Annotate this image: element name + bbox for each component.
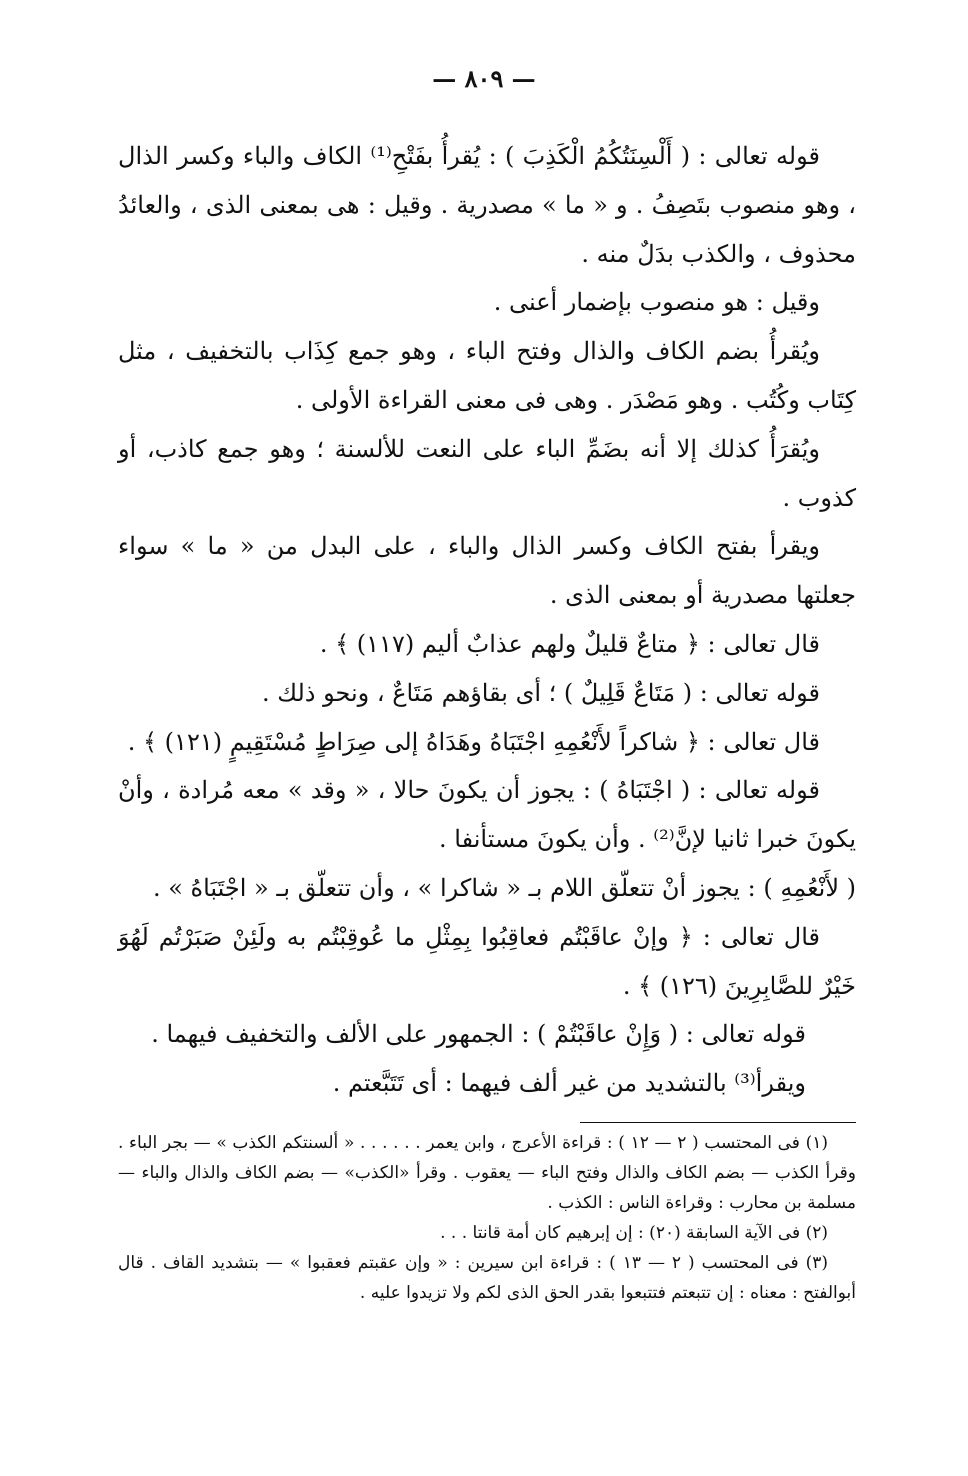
- paragraph: ويقرأ بفتح الكاف وكسر الذال والباء ، على البدل من « ما » سواء جعلتها مصدرية أو بمعنى الذى .: [118, 532, 856, 610]
- footnote: (٢) فى الآية السابقة (٢٠) : إن إبرهيم كان أمة قانتا . . .: [440, 1223, 828, 1243]
- footnote: (١) فى المحتسب ( ٢ — ١٢ ) : قراءة الأعرج ، وابن يعمر . . . . . . « ألسنتكم الكذب » — بجر الباء . وقرأ الكذب — بضم الكاف والذال وفتح الباء — يعقوب . وقرأ «الكذب» — بضم الكاف والذال والباء — مسلمة بن محارب : وقراءة الناس : الكذب .: [118, 1133, 856, 1213]
- page-number: — ٨٠٩ —: [432, 64, 536, 93]
- paragraph: ويُقرأُ بضم الكاف والذال وفتح الباء ، وهو جمع كِذَاب بالتخفيف ، مثل كِتَاب وكُتُب . وهو مَصْدَر . وهى فى معنى القراءة الأولى .: [118, 337, 856, 414]
- footnote: (٣) فى المحتسب ( ٢ — ١٣ ) : قراءة ابن سيرين : « وإن عقبتم فعقبوا » — بتشديد القاف . قال أبوالفتح : معناه : إن تتبعتم فتتبعوا بقدر الحق الذى لكم ولا تزيدوا عليه .: [118, 1253, 856, 1303]
- paragraph: ويُقرَأُ كذلك إلا أنه بضَمِّ الباء على النعت للألسنة ؛ وهو جمع كاذب، أو كذوب .: [118, 434, 856, 512]
- verse-line: قال تعالى : ﴿ شاكراً لأَنْعُمِهِ اجْتَبَاهُ وهَدَاهُ إلى صِرَاطٍ مُسْتَقِيمٍ (١٢١) ﴾ .: [127, 727, 820, 756]
- paragraph: قوله تعالى : ( اجْتَبَاهُ ) : يجوز أن يكونَ حالا ، « وقد » معه مُرادة ، وأنْ يكونَ خبرا ثانيا لإنَّ⁽²⁾ . وأن يكونَ مستأنفا .: [118, 776, 856, 854]
- paragraph: قوله تعالى : ( وَإِنْ عاقَبْتُمْ ) : الجمهور على الألف والتخفيف فيهما .: [151, 1020, 806, 1049]
- footnote-divider: [580, 1122, 856, 1123]
- footnotes: [118, 1128, 856, 1308]
- verse-line: قال تعالى : ﴿ وإنْ عاقَبْتُم فعاقِبُوا بِمِثْلِ ما عُوقِبْتُم به ولَئِنْ صَبَرْتُم لَهُوَ خَيْرٌ للصَّابِرِينَ (١٢٦) ﴾ .: [118, 922, 856, 1000]
- main-text: [118, 132, 856, 1108]
- paragraph: قوله تعالى : ( أَلْسِنَتُكُمُ الْكَذِبَ ) : يُقرأُ بفَتْحِ⁽¹⁾ الكاف والباء وكسر الذال ، وهو منصوب بتَصِفُ . و « ما » مصدرية . وقيل : هى بمعنى الذى ، والعائدُ محذوف ، والكذب بدَلٌ منه .: [118, 142, 856, 268]
- paragraph: ( لأَنْعُمِهِ ) : يجوز أنْ تتعلّق اللام بـ « شاكرا » ، وأن تتعلّق بـ « اجْتَبَاهُ » .: [152, 873, 856, 902]
- paragraph: وقيل : هو منصوب بإضمار أعنى .: [493, 288, 820, 317]
- paragraph: قوله تعالى : ( مَتَاعٌ قَلِيلٌ ) ؛ أى بقاؤهم مَتَاعٌ ، ونحو ذلك .: [261, 678, 820, 707]
- paragraph: ويقرأ⁽³⁾ بالتشديد من غير ألف فيهما : أى تَتَبَّعتم .: [332, 1069, 806, 1098]
- verse-line: قال تعالى : ﴿ متاعٌ قليلٌ ولهم عذابٌ أليم (١١٧) ﴾ .: [319, 629, 820, 658]
